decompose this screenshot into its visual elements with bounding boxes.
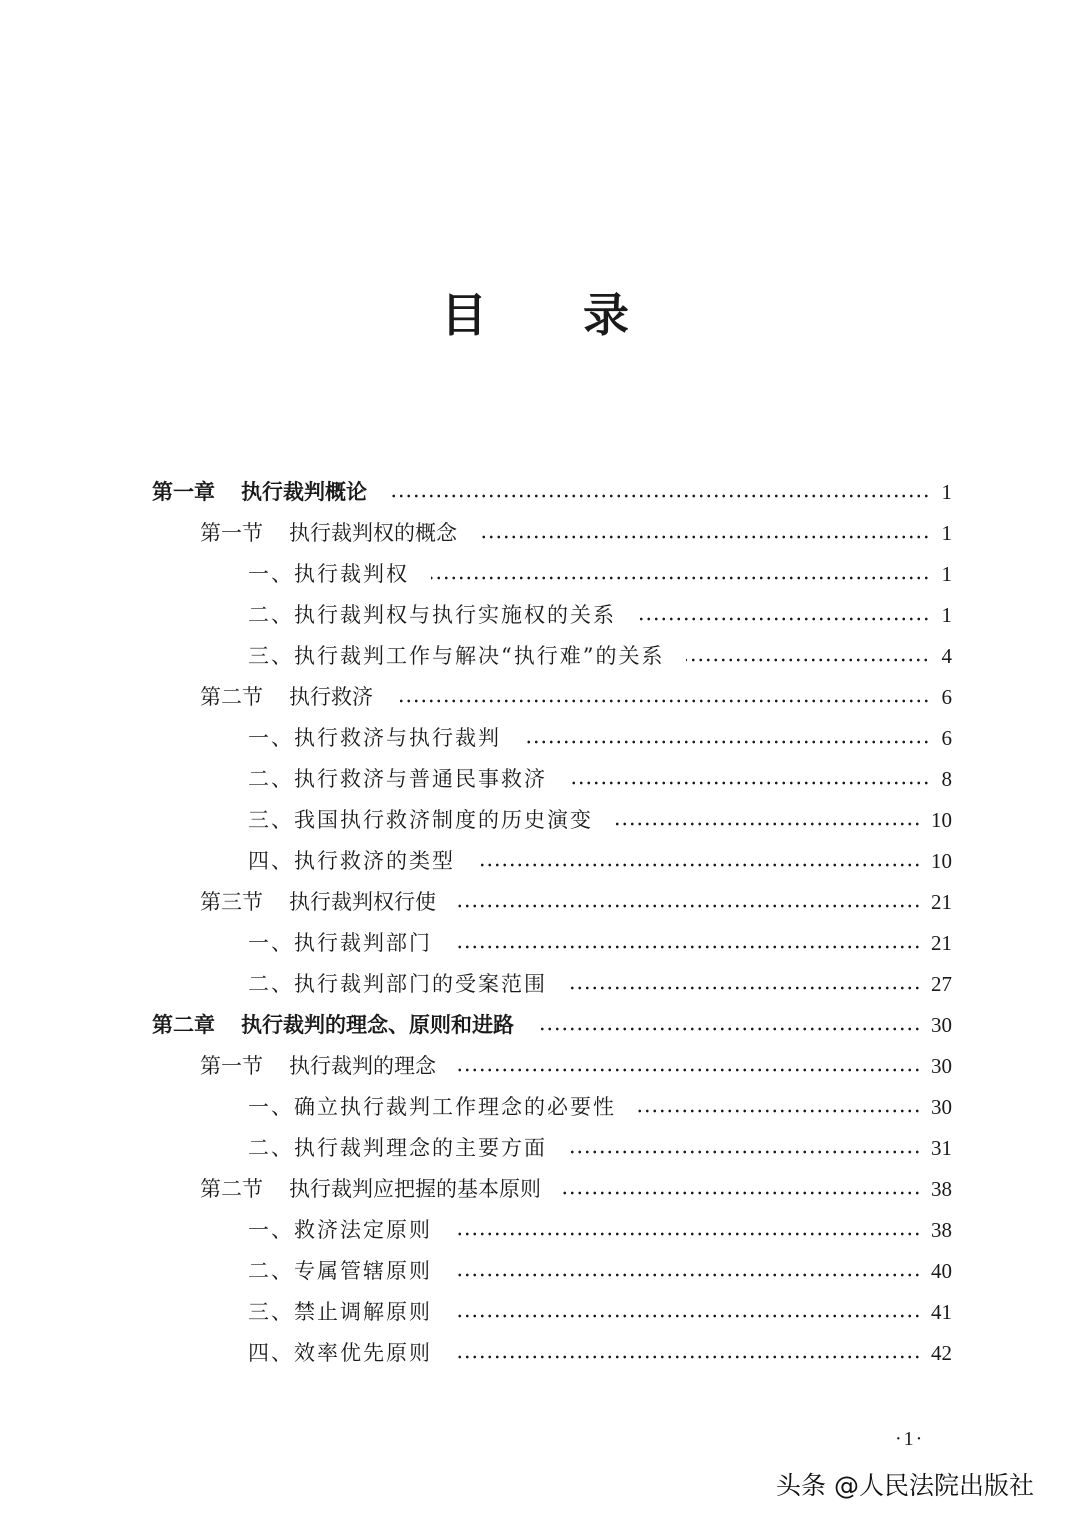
toc-number: 一、: [248, 562, 294, 586]
toc-title: 执行救济与普通民事救济: [294, 767, 547, 791]
toc-page-number: 27: [931, 972, 952, 996]
toc-page-number: 38: [931, 1177, 952, 1201]
toc-title: 执行裁判部门: [294, 931, 432, 955]
toc-entry-section[interactable]: [200, 1046, 952, 1086]
dot-leader: [638, 617, 930, 621]
toc-page-number: 30: [931, 1013, 952, 1037]
dot-leader: [563, 1191, 921, 1195]
toc-title: 专属管辖原则: [294, 1259, 432, 1283]
toc-page-number: 1: [941, 562, 952, 586]
toc-number: 二、: [248, 1259, 294, 1283]
toc-entry-item[interactable]: [248, 636, 952, 676]
toc-title: 执行裁判的理念、原则和进路: [241, 1013, 514, 1037]
toc-number: 二、: [248, 972, 294, 996]
toc-number: 第二节: [200, 685, 263, 709]
toc-title: 执行裁判部门的受案范围: [294, 972, 547, 996]
toc-page-number: 41: [931, 1300, 952, 1324]
toc-page-number: 8: [941, 767, 952, 791]
toc-title: 我国执行救济制度的历史演变: [294, 808, 593, 832]
toc-title: 效率优先原则: [294, 1341, 432, 1365]
toc-entry-item[interactable]: [248, 964, 952, 1004]
toc-entry-chapter-1[interactable]: [152, 472, 952, 512]
dot-leader: [454, 945, 921, 949]
toc-number: 四、: [248, 1341, 294, 1365]
toc-entry-item[interactable]: [248, 1210, 952, 1250]
dot-leader: [454, 1355, 921, 1359]
toc-entry-item[interactable]: [248, 923, 952, 963]
toc-number: 第二章: [152, 1013, 215, 1037]
page-number: ·1·: [895, 1428, 925, 1450]
dot-leader: [686, 658, 930, 662]
dot-leader: [615, 822, 921, 826]
toc-title: 执行裁判权行使: [289, 890, 436, 914]
toc-entry-section[interactable]: [200, 513, 952, 553]
toc-entry-chapter-2[interactable]: [152, 1005, 952, 1045]
toc-page-number: 6: [941, 685, 952, 709]
toc-number: 二、: [248, 603, 294, 627]
toc-number: 第二节: [200, 1177, 263, 1201]
dot-leader: [458, 904, 921, 908]
toc-page-number: 1: [941, 521, 952, 545]
toc-page-number: 6: [941, 726, 952, 750]
toc-entry-item[interactable]: [248, 800, 952, 840]
toc-page-number: 10: [931, 849, 952, 873]
dot-leader: [569, 1150, 921, 1154]
dot-leader: [454, 1314, 921, 1318]
toc-entry-item[interactable]: [248, 554, 952, 594]
toc-entry-item[interactable]: [248, 1292, 952, 1332]
toc-entry-item[interactable]: [248, 1333, 952, 1373]
toc-number: 三、: [248, 644, 294, 668]
publisher-watermark: 头条 @人民法院出版社: [776, 1471, 1034, 1500]
toc-title: 执行裁判应把握的基本原则: [289, 1177, 541, 1201]
toc-entry-section[interactable]: [200, 882, 952, 922]
dot-leader: [477, 863, 921, 867]
toc-page-number: 21: [931, 890, 952, 914]
toc-title: 执行裁判权与执行实施权的关系: [294, 603, 616, 627]
toc-entry-item[interactable]: [248, 718, 952, 758]
toc-title: 执行裁判权的概念: [289, 521, 457, 545]
toc-page-number: 1: [941, 480, 952, 504]
toc-page-number: 38: [931, 1218, 952, 1242]
dot-leader: [638, 1109, 921, 1113]
toc-number: 一、: [248, 931, 294, 955]
toc-title: 执行裁判工作与解决“执行难”的关系: [294, 644, 665, 668]
toc-page-number: 31: [931, 1136, 952, 1160]
toc-number: 第一章: [152, 480, 215, 504]
toc-number: 四、: [248, 849, 294, 873]
toc-number: 一、: [248, 1218, 294, 1242]
toc-entry-item[interactable]: [248, 841, 952, 881]
toc-title: 执行救济与执行裁判: [294, 726, 501, 750]
toc-number: 二、: [248, 1136, 294, 1160]
toc-number: 第三节: [200, 890, 263, 914]
dot-leader: [395, 699, 930, 703]
toc-number: 一、: [248, 1095, 294, 1119]
toc-page-number: 10: [931, 808, 952, 832]
toc-number: 一、: [248, 726, 294, 750]
dot-leader: [454, 1273, 921, 1277]
toc-title: 执行裁判理念的主要方面: [294, 1136, 547, 1160]
toc-entry-item[interactable]: [248, 759, 952, 799]
toc-entry-item[interactable]: [248, 595, 952, 635]
toc-title: 救济法定原则: [294, 1218, 432, 1242]
toc-page-number: 42: [931, 1341, 952, 1365]
dot-leader: [569, 781, 930, 785]
dot-leader: [479, 535, 930, 539]
toc-title: 确立执行裁判工作理念的必要性: [294, 1095, 616, 1119]
toc-entry-item[interactable]: [248, 1251, 952, 1291]
toc-page-number: 21: [931, 931, 952, 955]
dot-leader: [431, 576, 930, 580]
toc-title: 执行裁判的理念: [289, 1054, 436, 1078]
toc-page-number: 30: [931, 1095, 952, 1119]
toc-number: 三、: [248, 1300, 294, 1324]
toc-page-number: 40: [931, 1259, 952, 1283]
dot-leader: [389, 494, 930, 498]
page-title: 目 录: [440, 288, 669, 342]
toc-number: 第一节: [200, 521, 263, 545]
toc-entry-section[interactable]: [200, 677, 952, 717]
toc-number: 第一节: [200, 1054, 263, 1078]
toc-title: 执行裁判概论: [241, 480, 367, 504]
toc-page-number: 4: [941, 644, 952, 668]
toc-page-number: 30: [931, 1054, 952, 1078]
toc-title: 执行救济的类型: [294, 849, 455, 873]
dot-leader: [536, 1027, 921, 1031]
toc-number: 二、: [248, 767, 294, 791]
toc-entry-item[interactable]: [248, 1087, 952, 1127]
toc-title: 禁止调解原则: [294, 1300, 432, 1324]
dot-leader: [523, 740, 930, 744]
toc-entry-item[interactable]: [248, 1128, 952, 1168]
toc-title: 执行裁判权: [294, 562, 409, 586]
toc-page-number: 1: [941, 603, 952, 627]
toc-title: 执行救济: [289, 685, 373, 709]
toc-entry-section[interactable]: [200, 1169, 952, 1209]
dot-leader: [454, 1232, 921, 1236]
toc-number: 三、: [248, 808, 294, 832]
dot-leader: [458, 1068, 921, 1072]
dot-leader: [569, 986, 921, 990]
